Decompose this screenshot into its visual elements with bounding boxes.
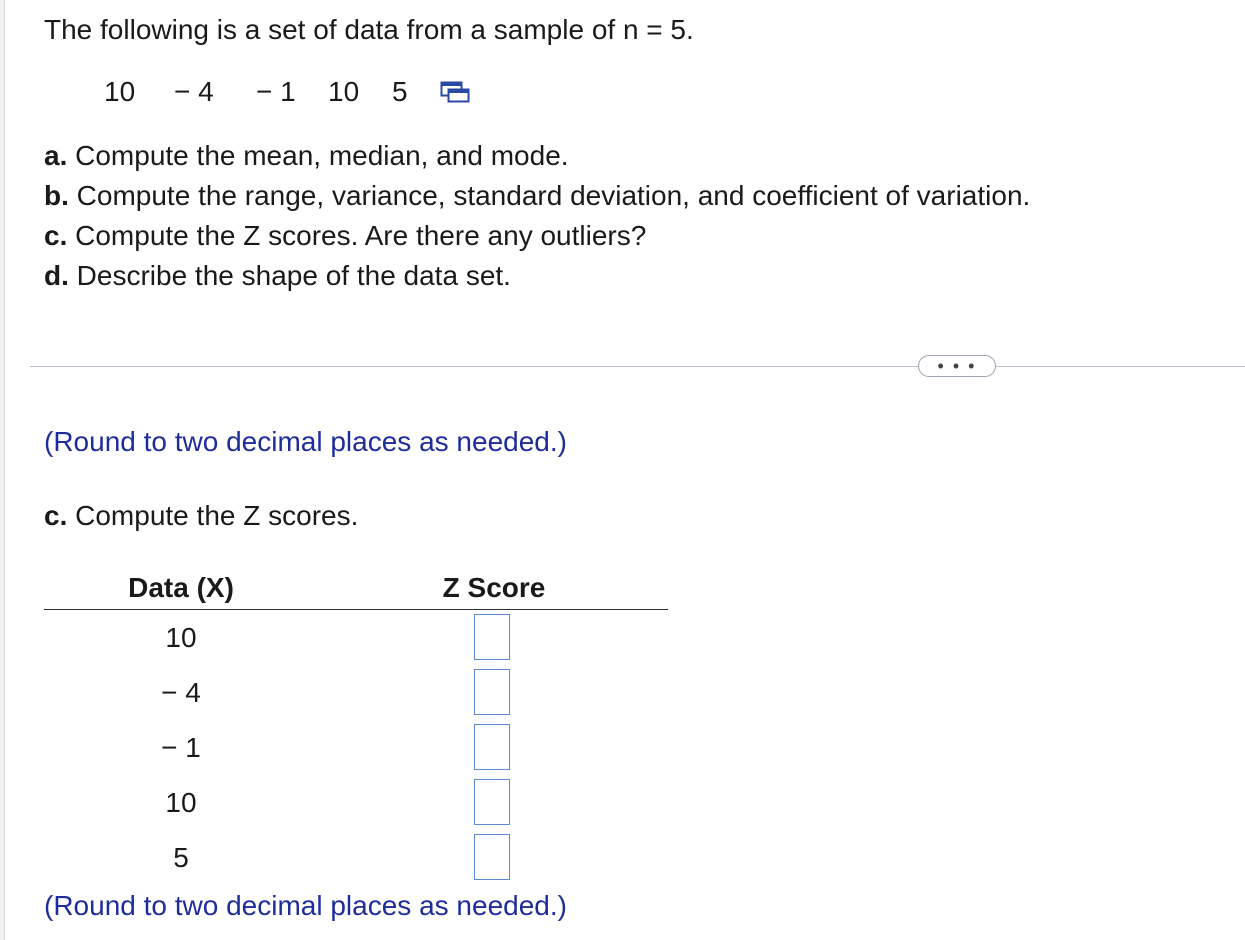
- table-row: [44, 667, 668, 719]
- more-options-button[interactable]: • • •: [918, 355, 996, 377]
- data-value: − 1: [256, 76, 296, 107]
- z-score-input[interactable]: [474, 724, 510, 770]
- rounding-hint: (Round to two decimal places as needed.): [44, 890, 567, 921]
- question-parts: [44, 136, 1030, 296]
- table-row: [44, 832, 668, 884]
- question-part-d: [44, 256, 1030, 296]
- table-row: [44, 777, 668, 829]
- question-intro: The following is a set of data from a sample of n = 5.: [44, 14, 694, 45]
- z-score-input[interactable]: [474, 834, 510, 880]
- data-value: 10: [104, 76, 136, 107]
- data-cell: − 4: [161, 677, 201, 708]
- column-header-z-score: Z Score: [442, 572, 546, 603]
- data-cell: 10: [165, 622, 197, 653]
- part-c-prompt: [44, 498, 358, 534]
- copy-to-clipboard-icon[interactable]: [440, 81, 470, 103]
- part-text: Compute the mean, median, and mode.: [75, 140, 569, 171]
- question-part-a: [44, 136, 1030, 176]
- data-value: 10: [328, 76, 360, 107]
- part-letter: c.: [44, 500, 68, 531]
- question-part-b: [44, 176, 1030, 216]
- section-divider: [30, 366, 1245, 367]
- left-edge-bar: [0, 0, 5, 940]
- part-letter: a.: [44, 140, 68, 171]
- data-cell: − 1: [161, 732, 201, 763]
- part-letter: d.: [44, 260, 69, 291]
- table-row: [44, 612, 668, 664]
- part-letter: b.: [44, 180, 69, 211]
- part-text: Compute the range, variance, standard deviation, and coefficient of variation.: [76, 180, 1031, 211]
- z-score-input[interactable]: [474, 779, 510, 825]
- table-row: [44, 722, 668, 774]
- part-text: Describe the shape of the data set.: [76, 260, 511, 291]
- rounding-hint: (Round to two decimal places as needed.): [44, 426, 567, 457]
- header-rule: [44, 609, 668, 610]
- part-letter: c.: [44, 220, 68, 251]
- data-value: 5: [392, 76, 408, 107]
- data-value: − 4: [174, 76, 214, 107]
- z-score-input[interactable]: [474, 669, 510, 715]
- data-cell: 5: [173, 842, 189, 873]
- question-part-c: [44, 216, 1030, 256]
- data-cell: 10: [165, 787, 197, 818]
- part-text: Compute the Z scores. Are there any outliers?: [75, 220, 647, 251]
- column-header-data: Data (X): [128, 572, 234, 603]
- z-score-input[interactable]: [474, 614, 510, 660]
- data-values-row: [0, 72, 600, 112]
- part-text: Compute the Z scores.: [75, 500, 359, 531]
